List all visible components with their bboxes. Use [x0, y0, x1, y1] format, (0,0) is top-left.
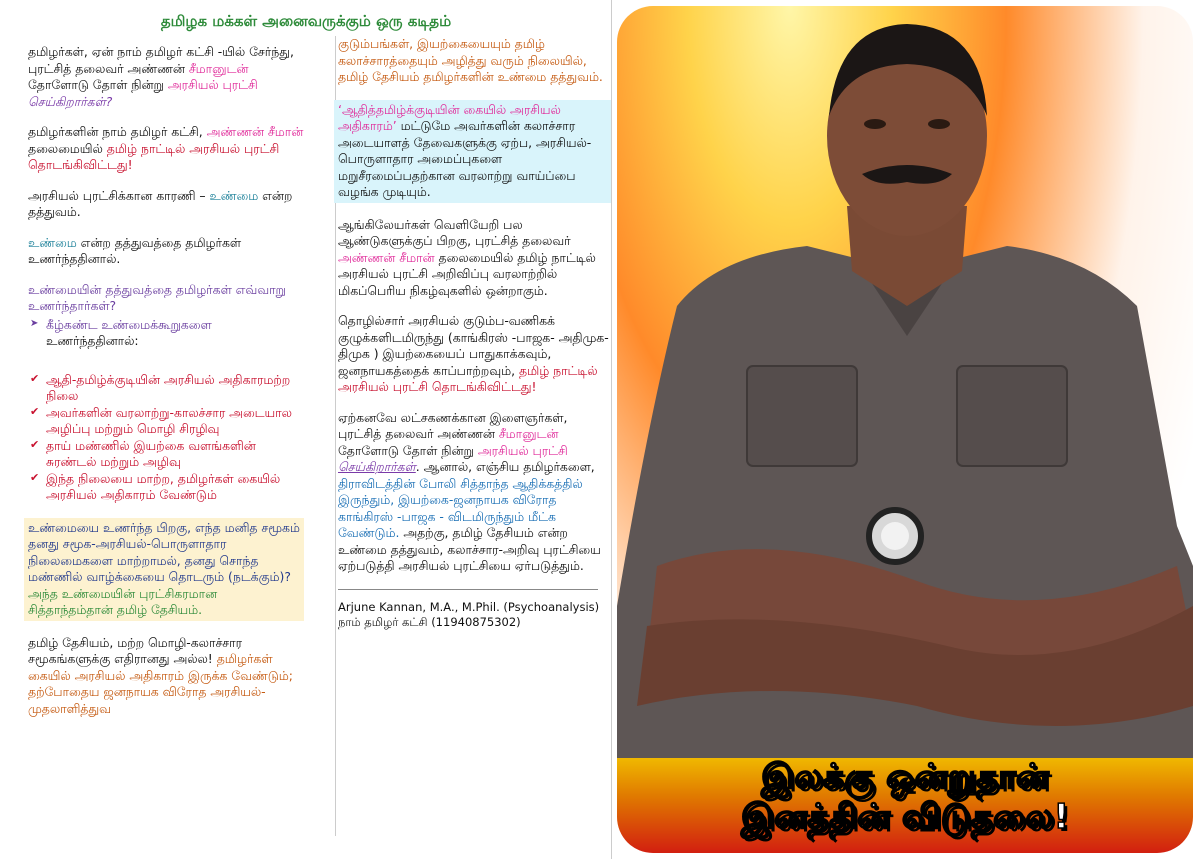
- p1-political-revolution: அரசியல் புரட்சி: [167, 77, 258, 92]
- r3-anna-seeman: அண்ணன் சீமான்: [338, 249, 435, 265]
- r4-text-a: தொழில்சார் அரசியல் குடும்ப-வணிகக் குழுக்களிடமிருந்து (காங்கிரஸ் -பாஜக- அதிமுக-திமுக ) இயற்கையைப் பாதுகாக்கவும், ஜனநாயகத்தைக் காப்பாற்றவும்,: [338, 313, 609, 378]
- arrow-list-item: [28, 317, 304, 350]
- slogan-line-2: இனத்தின் விடுதலை!: [741, 797, 1069, 837]
- poster-panel: [617, 6, 1193, 853]
- signature-block: [338, 600, 611, 631]
- r3-text-a: ஆங்கிலேயர்கள் வெளியேறி பல ஆண்டுகளுக்குப் பிறகு, புரட்சித் தலைவர்: [338, 216, 571, 248]
- leader-photo: [617, 6, 1193, 853]
- r5-dravidian: திராவிடத்தின் போலி சித்தாந்த ஆதிக்கத்தில் இருந்தும், இயற்கை-ஜனநாயக விரோத காங்கிரஸ் -பாஜக - விடமிருந்தும் மீட்க வேண்டும்.: [338, 475, 583, 540]
- check-item-1: ✔ ஆதி-தமிழ்க்குடியின் அரசியல் அதிகாரமற்ற நிலை: [28, 372, 304, 405]
- p4-text-b: என்ற தத்துவத்தை தமிழர்கள் உணர்ந்ததினால்.: [28, 234, 242, 266]
- paragraph-4: [28, 235, 304, 268]
- slogan-line-1: இலக்கு ஒன்றுதான்: [761, 757, 1049, 797]
- paragraph-3: [28, 188, 304, 221]
- p2-text-a: தமிழர்களின் நாம் தமிழர் கட்சி,: [28, 124, 207, 139]
- paragraph-6: [24, 518, 304, 621]
- r5-political-revolution: அரசியல் புரட்சி: [477, 442, 568, 458]
- arrow-list: [28, 317, 304, 350]
- p2-anna-seeman: அண்ணன் சீமான்: [206, 124, 304, 139]
- right-paragraph-1: குடும்பங்கள், இயற்கையையும் தமிழ் கலாச்சாரத்தையும் அழித்து வரும் நிலையில், தமிழ் தேசியம் தமிழர்களின் உண்மை தத்துவம்.: [338, 36, 603, 84]
- p7-text-a: தமிழ் தேசியம், மற்ற மொழி-கலாச்சார சமூகங்களுக்கு எதிரானது அல்ல!: [28, 634, 243, 666]
- p1-doing: செய்கிறார்கள்?: [28, 93, 113, 109]
- check-item-4: ✔ இந்த நிலையை மாற்ற, தமிழர்கள் கையில் அரசியல் அதிகாரம் வேண்டும்: [28, 471, 304, 504]
- p3-truth: உண்மை: [209, 187, 259, 203]
- r4-revolution-started: தமிழ் நாட்டில் அரசியல் புரட்சி தொடங்கிவிட்டது!: [338, 362, 598, 394]
- check-list: [28, 372, 304, 504]
- signature-name: Arjune Kannan, M.A., M.Phil. (Psychoanalysis): [338, 599, 600, 614]
- right-paragraph-3: [338, 217, 611, 300]
- p4-truth: உண்மை: [28, 234, 77, 250]
- r5-text-c: தோளோடு தோள் நின்று: [338, 442, 478, 458]
- r5-text-a: ஏற்கனவே லட்சகணக்கான இளைஞர்கள், புரட்சித் தலைவர் அண்ணன்: [338, 409, 568, 441]
- p3-text-c: என்ற தத்துவம்.: [28, 187, 293, 219]
- leaflet-title: தமிழக மக்கள் அனைவருக்கும் ஒரு கடிதம்: [160, 12, 452, 30]
- p1-seeman: சீமானுடன்: [188, 60, 249, 76]
- check-item-3: ✔ தாய் மண்ணில் இயற்கை வளங்களின் சுரண்டல் மற்றும் அழிவு: [28, 438, 304, 471]
- r5-text-h: அதற்கு, தமிழ் தேசியம் என்ற உண்மை தத்துவம், கலாச்சார-அறிவு புரட்சியை ஏற்படுத்தி அரசியல் புரட்சியை ஏர்படுத்தும்.: [338, 525, 601, 573]
- r5-text-f: . ஆனால், எஞ்சிய தமிழர்களை,: [415, 459, 595, 474]
- r2-political-power: ‘ஆதித்தமிழ்க்குடியின் கையில் அரசியல் அதிகாரம்’: [338, 101, 561, 133]
- r5-doing: செய்கிறார்கள்: [338, 459, 416, 474]
- r3-text-c: தலைமையில் தமிழ் நாட்டில் அரசியல் புரட்சி அறிவிப்பு வரலாற்றில் மிகப்பெரிய நிகழ்வுகளில் ஒன்றாகும்.: [338, 249, 596, 298]
- p1-text-c: தோளோடு தோள் நின்று: [28, 77, 168, 92]
- left-column: [28, 44, 304, 731]
- paragraph-7: [28, 635, 304, 718]
- p6-text-a: உண்மையை உணர்ந்த பிறகு, எந்த மனித சமூகம் தனது சமூக-அரசியல்-பொருளாதார நிலைமைகளை மாற்றாமல், தனது சொந்த மண்ணில் வாழ்க்கையை தொடரும் (நடக்கும்)?: [28, 519, 300, 584]
- p7-text-b: தமிழர்கள் கையில் அரசியல் அதிகாரம் இருக்க வேண்டும்; தற்போதைய ஜனநாயக விரோத அரசியல்-முதலாளித்துவ: [28, 651, 293, 716]
- r2-text-b: மட்டுமே அவர்களின் கலாச்சார அடையாளத் தேவைகளுக்கு ஏற்ப, அரசியல்-பொருளாதார அமைப்புகளை மறுசீரமைப்பதற்கான வரலாற்று வாய்ப்பை வழங்க முடியும்.: [338, 118, 592, 199]
- p3-text-a: அரசியல் புரட்சிக்கான காரணி –: [28, 187, 210, 203]
- arrow-item-a: கீழ்கண்ட உண்மைக்கூறுகளை: [46, 316, 212, 332]
- r5-seeman: சீமானுடன்: [498, 426, 559, 441]
- right-paragraph-4: [338, 313, 611, 396]
- right-paragraph-2: [334, 100, 611, 203]
- arrow-item-b: உணர்ந்ததினால்:: [46, 333, 139, 348]
- p2-revolution-started: தமிழ் நாட்டில் அரசியல் புரட்சி தொடங்கிவிட்டது!: [28, 140, 280, 172]
- paragraph-2: [28, 124, 304, 174]
- check-item-2: ✔ அவர்களின் வரலாற்று-காலச்சார அடையால அழிப்பு மற்றும் மொழி சிரழிவு: [28, 405, 304, 438]
- signature-divider: [338, 589, 598, 590]
- p6-text-b: அந்த உண்மையின் புரட்சிகரமான சித்தாந்தம்தான் தமிழ் தேசியம்.: [28, 585, 218, 617]
- p2-text-c: தலைமையில்: [28, 140, 107, 156]
- p1-text-a: தமிழர்கள், ஏன் நாம் தமிழர் கட்சி -யில் சேர்ந்து, புரட்சித் தலைவர் அண்ணன்: [28, 44, 294, 76]
- right-column: [335, 36, 611, 836]
- paragraph-5: உண்மையின் தத்துவத்தை தமிழர்கள் எவ்வாறு உணர்ந்தார்கள்?: [28, 281, 286, 313]
- signature-party: நாம் தமிழர் கட்சி (11940875302): [338, 614, 521, 629]
- right-paragraph-5: [338, 410, 611, 575]
- paragraph-1: [28, 44, 304, 110]
